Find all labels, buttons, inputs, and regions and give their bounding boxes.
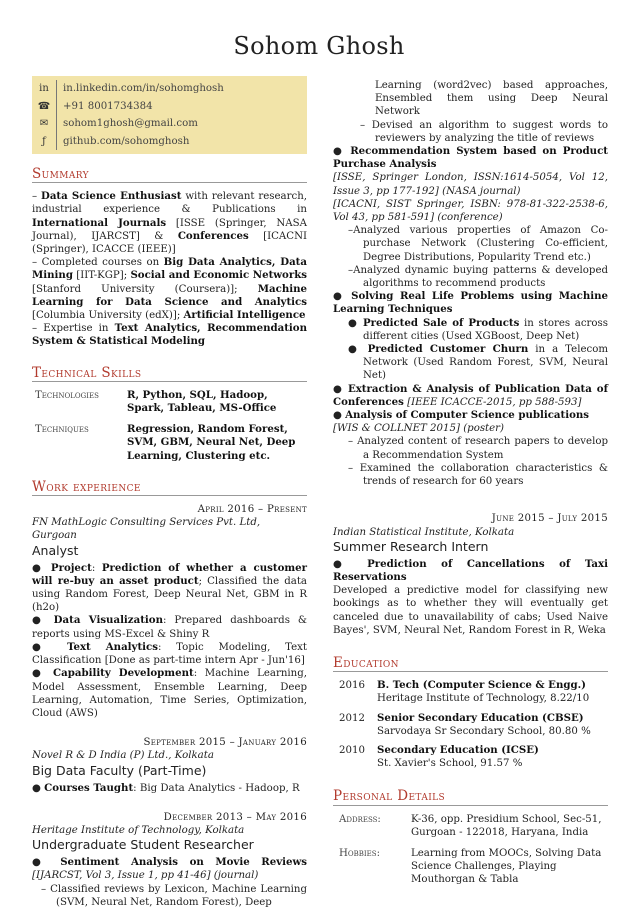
phone-icon: ☎ [32, 98, 57, 116]
contact-box [32, 76, 307, 154]
education-year: 2012 [339, 712, 365, 724]
job-title: Big Data Faculty (Part-Time) [32, 762, 207, 778]
education-degree: B. Tech (Computer Science & Engg.) [377, 679, 586, 692]
skill-label: Technologies [35, 389, 99, 401]
education-degree: Secondary Education (ICSE) [377, 743, 539, 756]
education-year: 2010 [339, 744, 365, 756]
contact-text[interactable]: github.com/sohomghosh [63, 135, 190, 147]
linkedin-icon: in [32, 80, 57, 98]
research-continued: Learning (word2vec) based approaches, Ensembled them using Deep Neural Network – Devised an algorithm to suggest words to reviewers by analyzing the title of reviews ● Recommendation System based on Product Purchase Analysis [ISSE, Springer London, ISSN:1614-5054, Vol 12, Issue 3, pp 177-192] (NASA journal) [ICACNI, SIST Springer, ISBN: 978-81-322-2538-6, Vol 43, pp 581-591] (conference) –Analyzed various properties of Amazon Co-purchase Network (Clustering Co-efficient, Degree Distributions, Popularity Trend etc.) –Analyzed dynamic buying patterns & developed algorithms to recommend products ● Solving Real Life Problems using Machine Learning Techniques ● Predicted Sale of Products in stores across different cities (Used XGBoost, Deep Net) ● Predicted Customer Churn in a Telecom Network (Used Random Forest, SVM, Neural Net) ● Extraction & Analysis of Publication Data of Conferences [IEEE ICACCE-2015, pp 588-593] ● Analysis of Computer Science publications [WIS & COLLNET 2015] (poster) – Analyzed content of research papers to develop a Recommendation System – Examined the collaboration characteristics & trends of research for 60 years [333, 80, 608, 488]
personal-label: Address: [339, 813, 381, 825]
job-date: September 2015 – January 2016 [143, 737, 307, 749]
job-org: Indian Statistical Institute, Kolkata [333, 526, 515, 538]
skill-row-techniques [32, 423, 307, 463]
contact-text[interactable]: in.linkedin.com/in/sohomghosh [63, 83, 224, 95]
right-column [333, 79, 608, 895]
skill-value: R, Python, SQL, Hadoop, Spark, Tableau, MS-Office [127, 388, 277, 415]
education-degree: Senior Secondary Education (CBSE) [377, 711, 584, 724]
summary-text: – Data Science Enthusiast with relevant research, industrial experience & Publications in International Journals [ISSE (Springer, NASA Journal), IJARCST] & Conferences [ICACNI (Springer), ICACCE (IEEE)] – Completed courses on Big Data Analytics, Data Mining [IIT-KGP]; Social and Economic Networks [Stanford University (Coursera)]; Machine Learning for Data Science and Analytics [Columbia University (edX)]; Artificial Intelligence – Expertise in Text Analytics, Recommendation System & Statistical Modeling [32, 190, 308, 348]
job-date: April 2016 – Present [197, 504, 307, 516]
job-title: Summer Research Intern [333, 538, 489, 554]
job-org: Novel R & D India (P) Ltd., Kolkata [32, 750, 214, 762]
education-place: Sarvodaya Sr Secondary School, 80.80 % [377, 725, 591, 737]
contact-text[interactable]: sohom1ghosh@gmail.com [63, 118, 198, 130]
skills-heading: Technical Skills [32, 367, 307, 382]
summary-heading: Summary [32, 168, 307, 183]
personal-label: Hobbies: [339, 847, 381, 859]
contact-github[interactable] [32, 133, 307, 151]
job-details: ● Courses Taught: Big Data Analytics - Hadoop, R [32, 781, 300, 794]
contact-phone[interactable] [32, 98, 307, 116]
skill-row-technologies [32, 389, 307, 415]
email-icon: ✉ [32, 115, 57, 133]
education-row [333, 744, 608, 770]
job-title: Analyst [32, 542, 79, 558]
job-details: ● Project: Prediction of whether a customer will re-buy an asset product; Classified the data using Random Forest, Deep Neural Net, GBM in R (h2o) ● Data Visualization: Prepared dashboards & reports using MS-Excel & Shiny R ● Text Analytics: Topic Modeling, Text Classification [Done as part-time intern Apr - Jun'16] ● Capability Development: Machine Learning, Model Assessment, Ensemble Learning, Deep Learning, Automation, Time Series, Optimization, Cloud (AWS) [32, 561, 308, 719]
skill-value: Regression, Random Forest, SVM, GBM, Neural Net, Deep Learning, Clustering etc. [127, 423, 296, 462]
education-place: St. Xavier's School, 91.57 % [377, 758, 523, 770]
job-date: December 2013 – May 2016 [163, 811, 307, 823]
personal-value: Learning from MOOCs, Solving Data Science Challenges, Playing Mouthorgan & Tabla [411, 847, 602, 886]
job-details: ● Prediction of Cancellations of Taxi Reservations Developed a predictive model for classifying new bookings as to whether they will eventually get canceled due to unavailability of cabs; Used Naive Bayes', SVM, Neural Net, Random Forest in R, Weka [333, 557, 608, 636]
work-heading: Work experience [32, 481, 307, 496]
contact-email[interactable] [32, 115, 307, 133]
job-org: FN MathLogic Consulting Services Pvt. Ltd, Gurgoan [32, 517, 261, 542]
education-row [333, 679, 608, 705]
left-column [32, 76, 307, 909]
personal-row-hobbies [333, 847, 608, 887]
job-title: Undergraduate Student Researcher [32, 837, 254, 853]
job-details: ● Sentiment Analysis on Movie Reviews [IJARCST, Vol 3, Issue 1, pp 41-46] (journal) – Classified reviews by Lexicon, Machine Learning (SVM, Neural Net, Random Forest), Deep [32, 856, 307, 908]
github-icon: ƒ [32, 133, 57, 151]
contact-text[interactable]: +91 8001734384 [63, 100, 153, 112]
education-place: Heritage Institute of Technology, 8.22/10 [377, 693, 590, 705]
contact-linkedin[interactable] [32, 80, 307, 98]
job-org: Heritage Institute of Technology, Kolkata [32, 824, 245, 836]
education-row [333, 712, 608, 738]
skill-label: Techniques [35, 424, 89, 436]
job-date: June 2015 – July 2015 [491, 513, 608, 525]
education-heading: Education [333, 657, 608, 672]
personal-value: K-36, opp. Presidium School, Sec-51, Gurgoan - 122018, Haryana, India [411, 813, 602, 838]
education-year: 2016 [339, 680, 365, 692]
resume-name: Sohom Ghosh [233, 32, 405, 60]
personal-heading: Personal Details [333, 790, 608, 805]
personal-row-address [333, 813, 608, 839]
